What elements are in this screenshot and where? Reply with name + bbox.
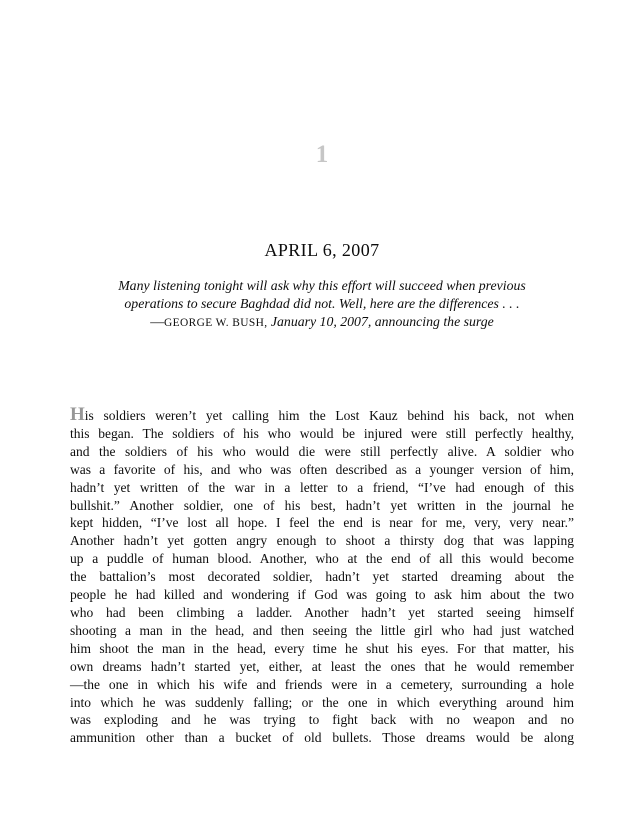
body-line: was exploding and he was trying to fight back with no weapon and no — [70, 712, 574, 728]
body-line: kept hidden, “I’ve lost all hope. I feel the end is near for me, very, very near.” — [70, 515, 574, 531]
body-line: this began. The soldiers of his who would be injured were still perfectly healthy, — [70, 425, 574, 441]
body-line: own dreams hadn’t started yet, either, at least the ones that he would remember — [70, 658, 574, 674]
body-line: the battalion’s most decorated soldier, hadn’t yet started dreaming about the — [70, 569, 574, 585]
body-line: him shoot the man in the head, every time he shut his eyes. For that matter, his — [70, 640, 574, 656]
attribution-name: GEORGE W. BUSH, — [163, 317, 268, 329]
body-line: and the soldiers of his who would die were still perfectly alive. A soldier who — [70, 443, 574, 459]
body-line: shooting a man in the head, and then seeing the little girl who had just watched — [70, 622, 574, 638]
body-line: was a favorite of his, and who was often described as a younger version of him, — [70, 461, 574, 477]
body-line: hadn’t yet written of the war in a letter to a friend, “I’ve had enough of this — [70, 479, 574, 495]
body-line: people he had killed and wondering if God was going to ask him about the two — [70, 587, 574, 603]
body-line: bullshit.” Another soldier, one of his best, hadn’t yet written in the journal he — [70, 497, 574, 513]
body-line: who had been climbing a ladder. Another hadn’t yet started seeing himself — [70, 604, 574, 620]
epigraph — [70, 277, 574, 332]
body-line: Another hadn’t yet gotten angry enough to shoot a thirsty dog that was lapping — [70, 533, 574, 549]
attribution-detail: January 10, 2007, announcing the surge — [267, 314, 494, 329]
epigraph-attribution — [70, 313, 574, 332]
epigraph-line-2: operations to secure Baghdad did not. Well, here are the differences . . . — [124, 296, 520, 311]
chapter-number: 1 — [315, 141, 329, 168]
first-line-text: is soldiers weren’t yet calling him the Lost Kauz behind his back, not when — [84, 408, 574, 423]
date-heading: APRIL 6, 2007 — [264, 240, 380, 260]
attribution-dash: — — [150, 314, 164, 329]
body-line: ammunition other than a bucket of old bullets. Those dreams would be along — [70, 730, 574, 746]
body-line: into which he was suddenly falling; or the one in which everything around him — [70, 694, 574, 710]
body-line: —the one in which his wife and friends were in a cemetery, surrounding a hole — [70, 676, 574, 692]
body-paragraph — [70, 406, 574, 747]
body-first-line — [70, 406, 574, 425]
epigraph-line-1: Many listening tonight will ask why this effort will succeed when previous — [118, 278, 526, 293]
initial-capital: H — [70, 404, 85, 425]
body-line: up a puddle of human blood. Another, who at the end of all this would become — [70, 551, 574, 567]
